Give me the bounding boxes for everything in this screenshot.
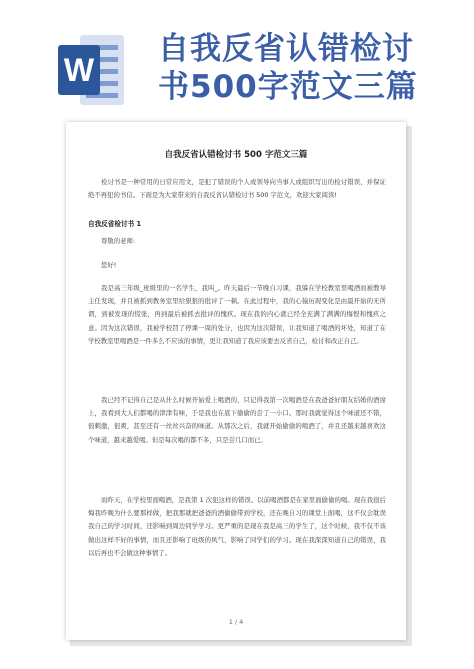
banner-title-line-1: 自我反省认错检讨 — [158, 31, 414, 67]
page-number: 1 / 4 — [228, 618, 244, 626]
word-document-icon — [58, 35, 124, 105]
banner-title — [158, 30, 468, 106]
greeting: 您好! — [101, 261, 117, 269]
section-heading: 自我反省检讨书 1 — [88, 220, 142, 228]
salutation: 尊敬的老师: — [101, 237, 136, 245]
document-title: 自我反省认错检讨书 500 字范文三篇 — [164, 150, 308, 160]
body-paragraph-2: 我已经不记得自己是从什么时候开始爱上喝酒的，只记得我第一次喝酒是在我爸爸好朋友结婚的酒席上，我看到大人们都喝的津津有味，于是我也在底下偷偷的尝了一小口。那时我就觉得这个味道还不错，很刺激，很爽，甚至还有一丝丝兴奋的味道。从那次之后，我就开始偷偷的喝酒了，并且还越来越喜欢这个味道，越来越爱喝。但是每次喝的都不多，只是尝几口而已。 — [88, 396, 386, 444]
svg-text:W: W — [63, 52, 95, 88]
body-paragraph-1: 我是高三年级_班级里的一名学生，我叫_。昨天最后一节晚自习课，我躲在学校教室里喝酒而被教导主任发现，并且被抓到教务室里给狠狠的批评了一顿。在此过程中，我的心猿历现变化是由最开始的无所谓，到被发现的慌张，再到最后被抓去批评的愧疚。现在我的内心就已经全充满了满满的悔恨和愧疚之意。因为这次错误，我被学校罚了停课一周的处分，也因为这次错误，让我知道了喝酒的坏处，知道了在学校教室里喝酒是一件多么不应该的事情，更让我知道了我应该要去反省自己，检讨和改正自己。 — [88, 284, 386, 345]
body-paragraph-3: 而昨天，在学校里面喝酒，是我第 1 次犯这样的错误。以前喝酒都是在家里面偷偷的喝。现在我很后悔我昨晚为什么要那样做，把我那就把爸爸的酒偷偷带到学校，还在晚自习的课堂上面喝，这不仅会耽误我自己的学习时间，还影响到周边同学学习。更严重的是现在我是高三的学生了，这个时候，我不仅不该做出这样不好的事情，而且还影响了班级的风气，影响了同学们的学习。现在我深深知道自己的错误，我以后再也不会做这种事情了。 — [88, 496, 386, 557]
banner-title-line-2: 书500字范文三篇 — [158, 69, 418, 105]
banner — [0, 0, 474, 110]
intro-paragraph: 检讨书是一种常用的日常应用文，是犯了错误的个人或领导向当事人或组织写出的检讨错误、并保证绝不再犯的书信。下面是为大家带来的自我反省认错检讨书 500 字范文，欢迎大家阅读! — [88, 178, 386, 200]
document-page — [66, 122, 406, 640]
